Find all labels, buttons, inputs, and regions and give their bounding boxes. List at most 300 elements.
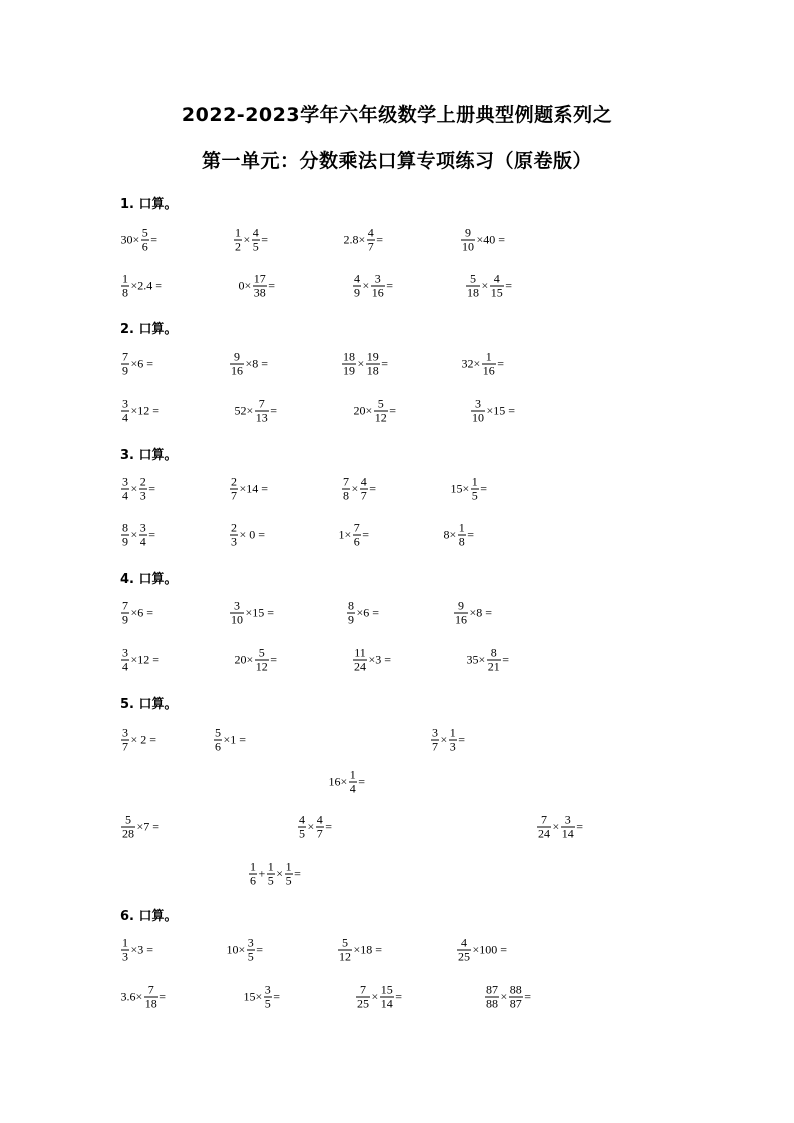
calc-item (460, 227, 506, 254)
expr-text: = (576, 819, 584, 834)
expr-text: ×8 = (469, 605, 493, 620)
numerator: 1 (471, 474, 478, 489)
denominator: 12 (255, 659, 268, 674)
denominator: 10 (472, 410, 484, 425)
numerator: 7 (343, 474, 349, 489)
expr-text: ×7 = (136, 819, 160, 834)
fraction (461, 227, 475, 254)
section-label: 1. 口算。 (120, 197, 178, 212)
denominator: 13 (255, 410, 268, 425)
expr-text: = (395, 989, 403, 1004)
numerator: 1 (235, 225, 241, 240)
calc-item (120, 600, 154, 627)
numerator: 3 (122, 645, 128, 660)
fraction (230, 522, 238, 549)
denominator: 12 (339, 949, 351, 964)
denominator: 7 (122, 739, 128, 754)
expr-text: × (362, 278, 370, 293)
expr-text: ×3 = (130, 942, 154, 957)
denominator: 7 (231, 488, 237, 503)
calc-item (234, 398, 278, 425)
expr-text: ×6 = (356, 605, 380, 620)
page-title-line2: 第一单元：分数乘法口算专项练习（原卷版） (201, 150, 592, 172)
numerator: 1 (449, 725, 456, 740)
denominator: 16 (371, 285, 384, 300)
fraction (353, 273, 361, 300)
calc-item (341, 351, 389, 378)
denominator: 18 (366, 363, 379, 378)
expr-text: = (148, 527, 156, 542)
denominator: 7 (360, 488, 367, 503)
expr-text: × (357, 356, 365, 371)
denominator: 4 (122, 410, 128, 425)
expr-text: × (371, 989, 379, 1004)
numerator: 4 (493, 271, 500, 286)
fraction (349, 769, 357, 796)
expr-text: + (258, 866, 266, 881)
denominator: 3 (449, 739, 456, 754)
denominator: 6 (215, 739, 221, 754)
fraction (458, 522, 466, 549)
expr-text: 16× (328, 774, 348, 789)
expr-text: ×2.4 = (130, 278, 163, 293)
calc-item (120, 937, 154, 964)
denominator: 7 (432, 739, 438, 754)
expr-text: 2.8× (343, 232, 366, 247)
section-label: 4. 口算。 (120, 572, 178, 587)
expr-text: = (480, 481, 488, 496)
calc-item (120, 814, 160, 841)
expr-text: ×8 = (245, 356, 269, 371)
denominator: 25 (357, 996, 369, 1011)
denominator: 15 (490, 285, 503, 300)
calc-item (450, 476, 488, 503)
calc-item (229, 600, 275, 627)
expr-text: = (458, 732, 466, 747)
expr-text: = (386, 278, 394, 293)
denominator: 18 (467, 285, 479, 300)
denominator: 5 (264, 996, 271, 1011)
calc-item (120, 647, 160, 674)
fraction (466, 273, 480, 300)
numerator: 5 (342, 935, 348, 950)
numerator: 9 (458, 598, 464, 613)
expr-text: × (440, 732, 448, 747)
numerator: 3 (122, 474, 128, 489)
numerator: 4 (316, 812, 323, 827)
calc-item (466, 647, 510, 674)
expr-text: 15× (450, 481, 470, 496)
denominator: 6 (353, 534, 360, 549)
fraction (316, 814, 324, 841)
calc-item (338, 522, 370, 549)
expr-text: × (552, 819, 560, 834)
fraction (247, 937, 255, 964)
expr-text: × (500, 989, 508, 1004)
section-label: 3. 口算。 (120, 448, 178, 463)
numerator: 3 (122, 396, 128, 411)
fraction (471, 398, 485, 425)
fraction (353, 522, 361, 549)
expr-text: ×15 = (245, 605, 275, 620)
numerator: 1 (122, 271, 128, 286)
section-label: 6. 口算。 (120, 909, 178, 924)
numerator: 7 (122, 349, 128, 364)
denominator: 14 (561, 826, 574, 841)
denominator: 19 (343, 363, 355, 378)
denominator: 6 (141, 239, 148, 254)
calc-item (443, 522, 475, 549)
denominator: 4 (122, 488, 128, 503)
numerator: 7 (541, 812, 547, 827)
numerator: 4 (360, 474, 367, 489)
denominator: 8 (122, 285, 128, 300)
numerator: 3 (475, 396, 481, 411)
numerator: 7 (122, 598, 128, 613)
expr-text: 52× (234, 403, 254, 418)
fraction (490, 273, 504, 300)
numerator: 3 (139, 520, 146, 535)
expr-text: ×1 = (223, 732, 247, 747)
expr-text: 32× (461, 356, 481, 371)
expr-text: 30× (120, 232, 140, 247)
expr-text: ×6 = (130, 605, 154, 620)
calc-item (213, 727, 247, 754)
calc-item (355, 984, 403, 1011)
denominator: 21 (487, 659, 500, 674)
denominator: 3 (122, 949, 128, 964)
calc-item (243, 984, 281, 1011)
fraction (356, 984, 370, 1011)
denominator: 4 (349, 781, 356, 796)
fraction (342, 351, 356, 378)
expr-text: = (159, 989, 167, 1004)
calc-item (341, 476, 377, 503)
fraction (121, 351, 129, 378)
expr-text: × 0 = (239, 527, 266, 542)
fraction (338, 937, 352, 964)
expr-text: = (381, 356, 389, 371)
denominator: 5 (299, 826, 305, 841)
fraction (482, 351, 496, 378)
fraction (255, 647, 269, 674)
fraction (121, 727, 129, 754)
numerator: 2 (231, 520, 237, 535)
denominator: 6 (250, 873, 256, 888)
numerator: 3 (247, 935, 254, 950)
expr-text: × 2 = (130, 732, 157, 747)
denominator: 4 (139, 534, 146, 549)
fraction (367, 227, 375, 254)
expr-text: = (270, 652, 278, 667)
calc-item (233, 227, 269, 254)
fraction (121, 937, 129, 964)
expr-text: 3.6× (120, 989, 143, 1004)
expr-text: 0× (238, 278, 252, 293)
numerator: 8 (348, 598, 354, 613)
calc-item (226, 937, 264, 964)
fraction (371, 273, 385, 300)
fraction (230, 351, 244, 378)
fraction (121, 476, 129, 503)
numerator: 11 (354, 645, 366, 660)
numerator: 7 (360, 982, 366, 997)
section-label: 5. 口算。 (120, 697, 178, 712)
calc-item (453, 600, 493, 627)
expr-text: = (256, 942, 264, 957)
expr-text: × (130, 481, 138, 496)
expr-text: = (358, 774, 366, 789)
expr-text: = (273, 989, 281, 1004)
calc-item (470, 398, 516, 425)
fraction (374, 398, 388, 425)
numerator: 7 (258, 396, 265, 411)
denominator: 5 (471, 488, 478, 503)
numerator: 1 (122, 935, 128, 950)
expr-text: 20× (234, 652, 254, 667)
fraction (454, 600, 468, 627)
denominator: 28 (122, 826, 134, 841)
fraction (139, 522, 147, 549)
numerator: 1 (458, 520, 465, 535)
fraction (121, 600, 129, 627)
fraction (141, 227, 149, 254)
fraction (342, 476, 350, 503)
numerator: 7 (353, 520, 360, 535)
fraction (214, 727, 222, 754)
calc-item (120, 227, 158, 254)
numerator: 5 (377, 396, 384, 411)
numerator: 3 (564, 812, 571, 827)
calc-item (229, 476, 269, 503)
calc-item (352, 647, 392, 674)
expr-text: × (481, 278, 489, 293)
calc-item (328, 769, 366, 796)
expr-text: = (268, 278, 276, 293)
denominator: 24 (538, 826, 550, 841)
calc-item (229, 351, 269, 378)
expr-text: 10× (226, 942, 246, 957)
denominator: 5 (247, 949, 254, 964)
calc-item (120, 476, 156, 503)
fraction (144, 984, 158, 1011)
calc-item (120, 984, 167, 1011)
calc-item (353, 398, 397, 425)
denominator: 18 (144, 996, 157, 1011)
calc-item (352, 273, 394, 300)
expr-text: = (497, 356, 505, 371)
numerator: 8 (122, 520, 128, 535)
fraction (267, 861, 275, 888)
expr-text: = (505, 278, 513, 293)
expr-text: ×12 = (130, 652, 160, 667)
denominator: 24 (354, 659, 366, 674)
denominator: 9 (122, 612, 128, 627)
fraction (264, 984, 272, 1011)
calc-item (465, 273, 513, 300)
expr-text: ×6 = (130, 356, 154, 371)
numerator: 1 (285, 859, 292, 874)
expr-text: = (524, 989, 532, 1004)
denominator: 8 (458, 534, 465, 549)
fraction (431, 727, 439, 754)
denominator: 38 (253, 285, 266, 300)
denominator: 16 (455, 612, 467, 627)
denominator: 3 (231, 534, 237, 549)
fraction (255, 398, 269, 425)
expr-text: 8× (443, 527, 457, 542)
calc-item (430, 727, 466, 754)
numerator: 3 (264, 982, 271, 997)
expr-text: 1× (338, 527, 352, 542)
expr-text: × (243, 232, 251, 247)
numerator: 4 (461, 935, 467, 950)
fraction (121, 522, 129, 549)
fraction (230, 476, 238, 503)
denominator: 10 (462, 239, 474, 254)
fraction (121, 814, 135, 841)
expr-text: × (307, 819, 315, 834)
page-title-line1: 2022-2023学年六年级数学上册典型例题系列之 (181, 104, 613, 126)
expr-text: × (351, 481, 359, 496)
expr-text: = (467, 527, 475, 542)
fraction (253, 273, 267, 300)
numerator: 4 (367, 225, 374, 240)
numerator: 3 (432, 725, 438, 740)
numerator: 3 (234, 598, 240, 613)
numerator: 9 (465, 225, 471, 240)
expr-text: = (150, 232, 158, 247)
expr-text: ×14 = (239, 481, 269, 496)
numerator: 5 (258, 645, 265, 660)
fraction (457, 937, 471, 964)
numerator: 17 (253, 271, 266, 286)
fraction (471, 476, 479, 503)
numerator: 4 (354, 271, 360, 286)
denominator: 9 (122, 534, 128, 549)
expr-text: ×100 = (472, 942, 508, 957)
fraction (487, 647, 501, 674)
numerator: 1 (485, 349, 492, 364)
denominator: 16 (231, 363, 243, 378)
numerator: 5 (215, 725, 221, 740)
fraction (537, 814, 551, 841)
calc-item (229, 522, 266, 549)
denominator: 5 (285, 873, 292, 888)
expr-text: = (325, 819, 333, 834)
calc-item (120, 398, 160, 425)
expr-text: = (294, 866, 301, 881)
calc-item (120, 522, 156, 549)
numerator: 3 (122, 725, 128, 740)
calc-item (234, 647, 278, 674)
numerator: 88 (509, 982, 522, 997)
fraction (230, 600, 244, 627)
fraction (360, 476, 368, 503)
calc-item (248, 861, 301, 888)
fraction (121, 398, 129, 425)
expr-text: = (369, 481, 377, 496)
denominator: 5 (267, 873, 274, 888)
fraction (285, 861, 293, 888)
numerator: 2 (139, 474, 146, 489)
numerator: 1 (267, 859, 274, 874)
calc-item (120, 273, 163, 300)
calc-item (484, 984, 532, 1011)
denominator: 7 (367, 239, 374, 254)
calc-item (536, 814, 584, 841)
denominator: 7 (316, 826, 323, 841)
fraction (449, 727, 457, 754)
numerator: 1 (250, 859, 256, 874)
expr-text: ×40 = (476, 232, 506, 247)
expr-text: = (389, 403, 397, 418)
denominator: 10 (231, 612, 243, 627)
denominator: 87 (509, 996, 522, 1011)
fraction (249, 861, 257, 888)
expr-text: ×12 = (130, 403, 160, 418)
expr-text: × (276, 866, 284, 881)
denominator: 9 (348, 612, 354, 627)
calc-item (297, 814, 333, 841)
expr-text: 15× (243, 989, 263, 1004)
expr-text: × (130, 527, 138, 542)
expr-text: = (261, 232, 269, 247)
expr-text: = (502, 652, 510, 667)
calc-item (337, 937, 383, 964)
fraction (121, 273, 129, 300)
numerator: 15 (380, 982, 393, 997)
numerator: 7 (147, 982, 154, 997)
expr-text: 35× (466, 652, 486, 667)
denominator: 2 (235, 239, 241, 254)
denominator: 9 (354, 285, 360, 300)
expr-text: = (148, 481, 156, 496)
denominator: 12 (374, 410, 387, 425)
denominator: 14 (380, 996, 393, 1011)
expr-text: = (362, 527, 370, 542)
numerator: 8 (490, 645, 497, 660)
denominator: 4 (122, 659, 128, 674)
numerator: 18 (343, 349, 355, 364)
calc-item (238, 273, 276, 300)
denominator: 88 (486, 996, 498, 1011)
calc-item (343, 227, 384, 254)
fraction (234, 227, 242, 254)
fraction (366, 351, 380, 378)
calc-item (346, 600, 380, 627)
fraction (252, 227, 260, 254)
calc-item (461, 351, 505, 378)
calc-item (120, 351, 154, 378)
numerator: 5 (470, 271, 476, 286)
fraction (509, 984, 523, 1011)
expr-text: ×15 = (486, 403, 516, 418)
numerator: 2 (231, 474, 237, 489)
denominator: 8 (343, 488, 349, 503)
numerator: 87 (486, 982, 498, 997)
denominator: 16 (482, 363, 495, 378)
numerator: 9 (234, 349, 240, 364)
fraction (561, 814, 575, 841)
fraction (298, 814, 306, 841)
denominator: 25 (458, 949, 470, 964)
denominator: 3 (139, 488, 146, 503)
expr-text: ×18 = (353, 942, 383, 957)
numerator: 19 (366, 349, 379, 364)
expr-text: = (270, 403, 278, 418)
fraction (353, 647, 367, 674)
